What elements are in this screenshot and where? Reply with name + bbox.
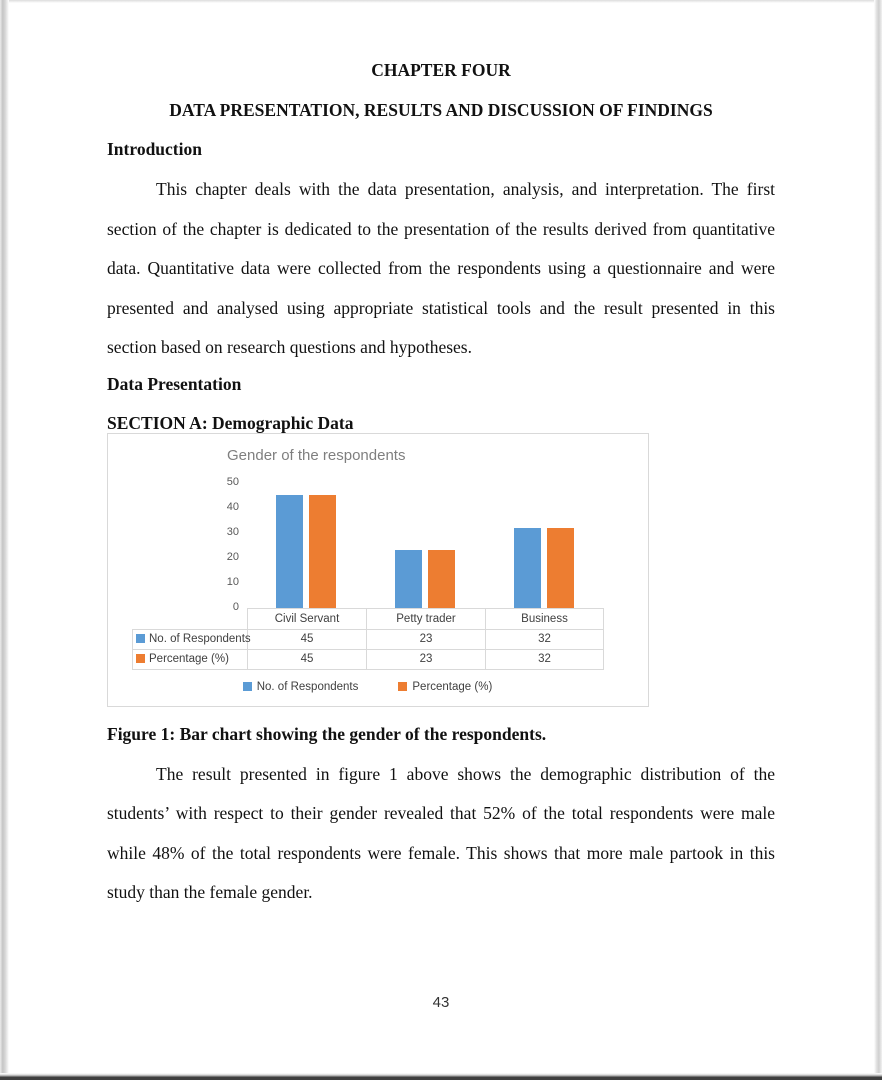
- value-cell: 23: [367, 629, 486, 649]
- series-key-icon: [136, 654, 145, 663]
- intro-paragraph: This chapter deals with the data presentation, analysis, and interpretation. The first section of the chapter is dedicated to the presentation of the results derived from quantitative data. Quantitative data were collected from the respondents using a questionnaire and were presented and analysed using appropriate statistical tools and the result presented in this section based on research questions and hypotheses.: [107, 179, 775, 357]
- legend-label: Percentage (%): [412, 680, 493, 693]
- page-content: [107, 0, 775, 1011]
- series-key-icon: [136, 634, 145, 643]
- chart-title: Gender of the respondents: [227, 446, 406, 464]
- chart-data-table: [132, 608, 604, 670]
- chart-plot: [247, 483, 603, 608]
- series-name-label: Percentage (%): [149, 653, 229, 665]
- chapter-subtitle: DATA PRESENTATION, RESULTS AND DISCUSSION OF FINDINGS: [169, 99, 713, 120]
- series-name-label: No. of Respondents: [149, 633, 251, 645]
- category-header-cell: Civil Servant: [248, 608, 367, 629]
- series-label-cell: [133, 649, 248, 669]
- category-header-cell: Petty trader: [367, 608, 486, 629]
- bar-group: [366, 483, 485, 608]
- photo-edge-right: [874, 0, 882, 1080]
- y-axis-tick: 50: [226, 475, 239, 488]
- bar-percentage: [428, 550, 455, 608]
- legend-key-icon: [243, 682, 252, 691]
- chart-legend: [132, 681, 603, 693]
- legend-item: [398, 681, 492, 693]
- section-heading: SECTION A: Demographic Data: [107, 413, 354, 433]
- bar-group: [484, 483, 603, 608]
- y-axis-tick: 10: [226, 575, 239, 588]
- y-axis-tick: 40: [226, 500, 239, 513]
- table-row: [133, 629, 604, 649]
- table-corner-cell: [133, 608, 248, 629]
- value-cell: 45: [248, 629, 367, 649]
- value-cell: 23: [367, 649, 486, 669]
- legend-item: [243, 681, 359, 693]
- table-row: [133, 649, 604, 669]
- value-cell: 32: [486, 649, 604, 669]
- bar-no-of-respondents: [276, 495, 303, 608]
- bar-percentage: [547, 528, 574, 608]
- bar-no-of-respondents: [514, 528, 541, 608]
- photo-edge-left: [0, 0, 9, 1080]
- y-axis-tick: 0: [232, 600, 239, 613]
- bar-no-of-respondents: [395, 550, 422, 608]
- series-label-cell: [133, 629, 251, 649]
- legend-label: No. of Respondents: [256, 680, 359, 693]
- value-cell: 32: [486, 629, 604, 649]
- intro-heading: Introduction: [107, 139, 202, 159]
- bar-group: [247, 483, 366, 608]
- page-number: 43: [432, 994, 450, 1011]
- data-presentation-heading: Data Presentation: [107, 374, 242, 394]
- value-cell: 45: [248, 649, 367, 669]
- figure-caption: Figure 1: Bar chart showing the gender of the respondents.: [107, 723, 547, 744]
- result-paragraph: The result presented in figure 1 above shows the demographic distribution of the students’ with respect to their gender revealed that 52% of the total respondents were male while 48% of the total respondents were female. This shows that more male partook in this study than the female gender.: [107, 763, 775, 902]
- legend-key-icon: [398, 682, 407, 691]
- chapter-title: CHAPTER FOUR: [371, 60, 511, 80]
- bar-chart-figure: [107, 433, 649, 707]
- category-header-cell: Business: [486, 608, 604, 629]
- y-axis-tick: 20: [226, 550, 239, 563]
- bar-percentage: [309, 495, 336, 608]
- photo-edge-bottom: [0, 1073, 882, 1080]
- y-axis-tick: 30: [226, 525, 239, 538]
